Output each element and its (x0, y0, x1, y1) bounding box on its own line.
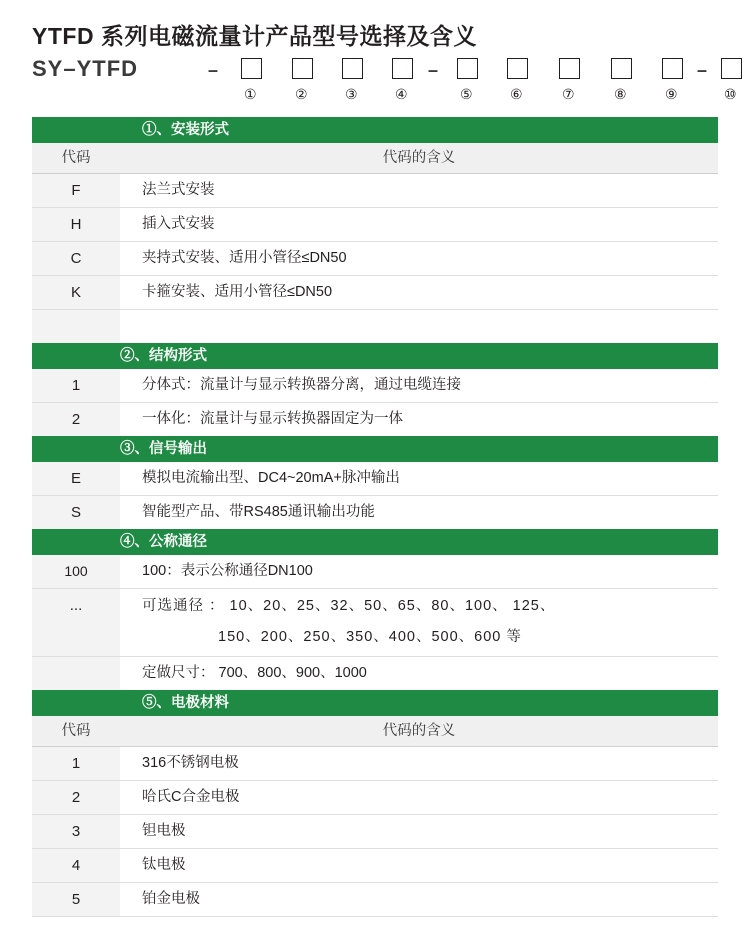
model-box-9[interactable] (662, 58, 683, 79)
table-row (32, 369, 718, 403)
model-dash-3: – (697, 60, 708, 80)
table-row (32, 276, 718, 310)
table-row (32, 849, 718, 883)
section-band-electrode-material (32, 690, 718, 716)
model-box-5[interactable] (457, 58, 478, 79)
row-text-line-1: 可选通径 ： 10、20、25、32、50、65、80、100、 125、 (142, 598, 556, 614)
header-code: 代码 (61, 150, 91, 166)
row-text: 铂金电极 (142, 891, 200, 907)
model-prefix-label: SY–YTFD (32, 56, 139, 81)
row-code: 4 (32, 849, 120, 882)
model-marker-4: ④ (395, 86, 408, 102)
header-meaning: 代码的含义 (382, 150, 456, 166)
model-marker-3: ③ (345, 86, 358, 102)
table-row (32, 747, 718, 781)
row-code (32, 657, 120, 690)
section-band-structure (32, 343, 718, 369)
model-box-8[interactable] (611, 58, 632, 79)
table-row (32, 555, 718, 589)
table-row (32, 781, 718, 815)
model-marker-9: ⑨ (665, 86, 678, 102)
row-text-line-2: 150、200、250、350、400、500、600 等 (218, 629, 522, 645)
row-text: 法兰式安装 (142, 182, 215, 198)
model-box-2[interactable] (292, 58, 313, 79)
row-text: 哈氏C合金电极 (142, 789, 240, 805)
row-code: 5 (32, 883, 120, 916)
row-text: 模拟电流输出型、DC4~20mA+脉冲输出 (142, 470, 400, 486)
model-box-4[interactable] (392, 58, 413, 79)
model-marker-2: ② (295, 86, 308, 102)
row-text: 定做尺寸： 700、800、900、1000 (142, 665, 367, 681)
row-text: 一体化：流量计与显示转换器固定为一体 (142, 411, 403, 427)
row-code: E (32, 462, 120, 495)
model-marker-8: ⑧ (614, 86, 627, 102)
table-header-installation (32, 143, 718, 174)
spec-table (32, 117, 718, 917)
row-text: 分体式：流量计与显示转换器分离，通过电缆连接 (142, 377, 461, 393)
row-code: 100 (32, 555, 120, 588)
row-text: 316不锈钢电极 (142, 755, 239, 771)
table-row (32, 815, 718, 849)
row-text: 智能型产品、带RS485通讯输出功能 (142, 504, 375, 520)
row-code: F (32, 174, 120, 207)
table-row (32, 403, 718, 436)
table-header-electrode (32, 716, 718, 747)
table-row (32, 589, 718, 657)
table-row (32, 174, 718, 208)
model-box-1[interactable] (241, 58, 262, 79)
section-band-label: ③、信号输出 (120, 441, 207, 457)
row-text: 钽电极 (142, 823, 186, 839)
model-marker-1: ① (244, 86, 257, 102)
table-row-spacer (32, 310, 718, 343)
row-code: 2 (32, 403, 120, 436)
row-code: ... (32, 589, 120, 656)
model-marker-10: ⑩ (724, 86, 737, 102)
header-code: 代码 (61, 723, 91, 739)
row-code: 2 (32, 781, 120, 814)
row-code: K (32, 276, 120, 309)
section-band-signal-output (32, 436, 718, 462)
model-dash-2: – (428, 60, 439, 80)
row-code: C (32, 242, 120, 275)
row-text: 钛电极 (142, 857, 186, 873)
model-marker-5: ⑤ (460, 86, 473, 102)
row-code: 3 (32, 815, 120, 848)
row-text: 100：表示公称通径DN100 (142, 563, 313, 579)
table-row (32, 208, 718, 242)
table-row (32, 883, 718, 917)
header-meaning: 代码的含义 (382, 723, 456, 739)
section-band-label: ⑤、电极材料 (142, 695, 229, 711)
model-box-10[interactable] (721, 58, 742, 79)
section-band-label: ④、公称通径 (120, 534, 207, 550)
model-marker-7: ⑦ (562, 86, 575, 102)
section-band-nominal-diameter (32, 529, 718, 555)
row-code: S (32, 496, 120, 529)
model-marker-6: ⑥ (510, 86, 523, 102)
row-text: 卡箍安装、适用小管径≤DN50 (142, 284, 333, 300)
table-row (32, 657, 718, 690)
model-box-7[interactable] (559, 58, 580, 79)
row-text: 夹持式安装、适用小管径≤DN50 (142, 250, 347, 266)
row-code: 1 (32, 369, 120, 402)
section-band-installation (32, 117, 718, 143)
table-row (32, 496, 718, 529)
model-dash-1: – (208, 60, 219, 80)
row-code (32, 310, 120, 343)
section-band-label: ②、结构形式 (120, 348, 207, 364)
row-code: 1 (32, 747, 120, 780)
page-title: YTFD 系列电磁流量计产品型号选择及含义 (32, 23, 477, 49)
section-band-label: ①、安装形式 (142, 122, 229, 138)
model-box-3[interactable] (342, 58, 363, 79)
model-box-6[interactable] (507, 58, 528, 79)
table-row (32, 462, 718, 496)
model-code-row (32, 56, 737, 102)
row-code: H (32, 208, 120, 241)
row-text: 插入式安装 (142, 216, 215, 232)
row-text-multiline (120, 589, 718, 656)
table-row (32, 242, 718, 276)
